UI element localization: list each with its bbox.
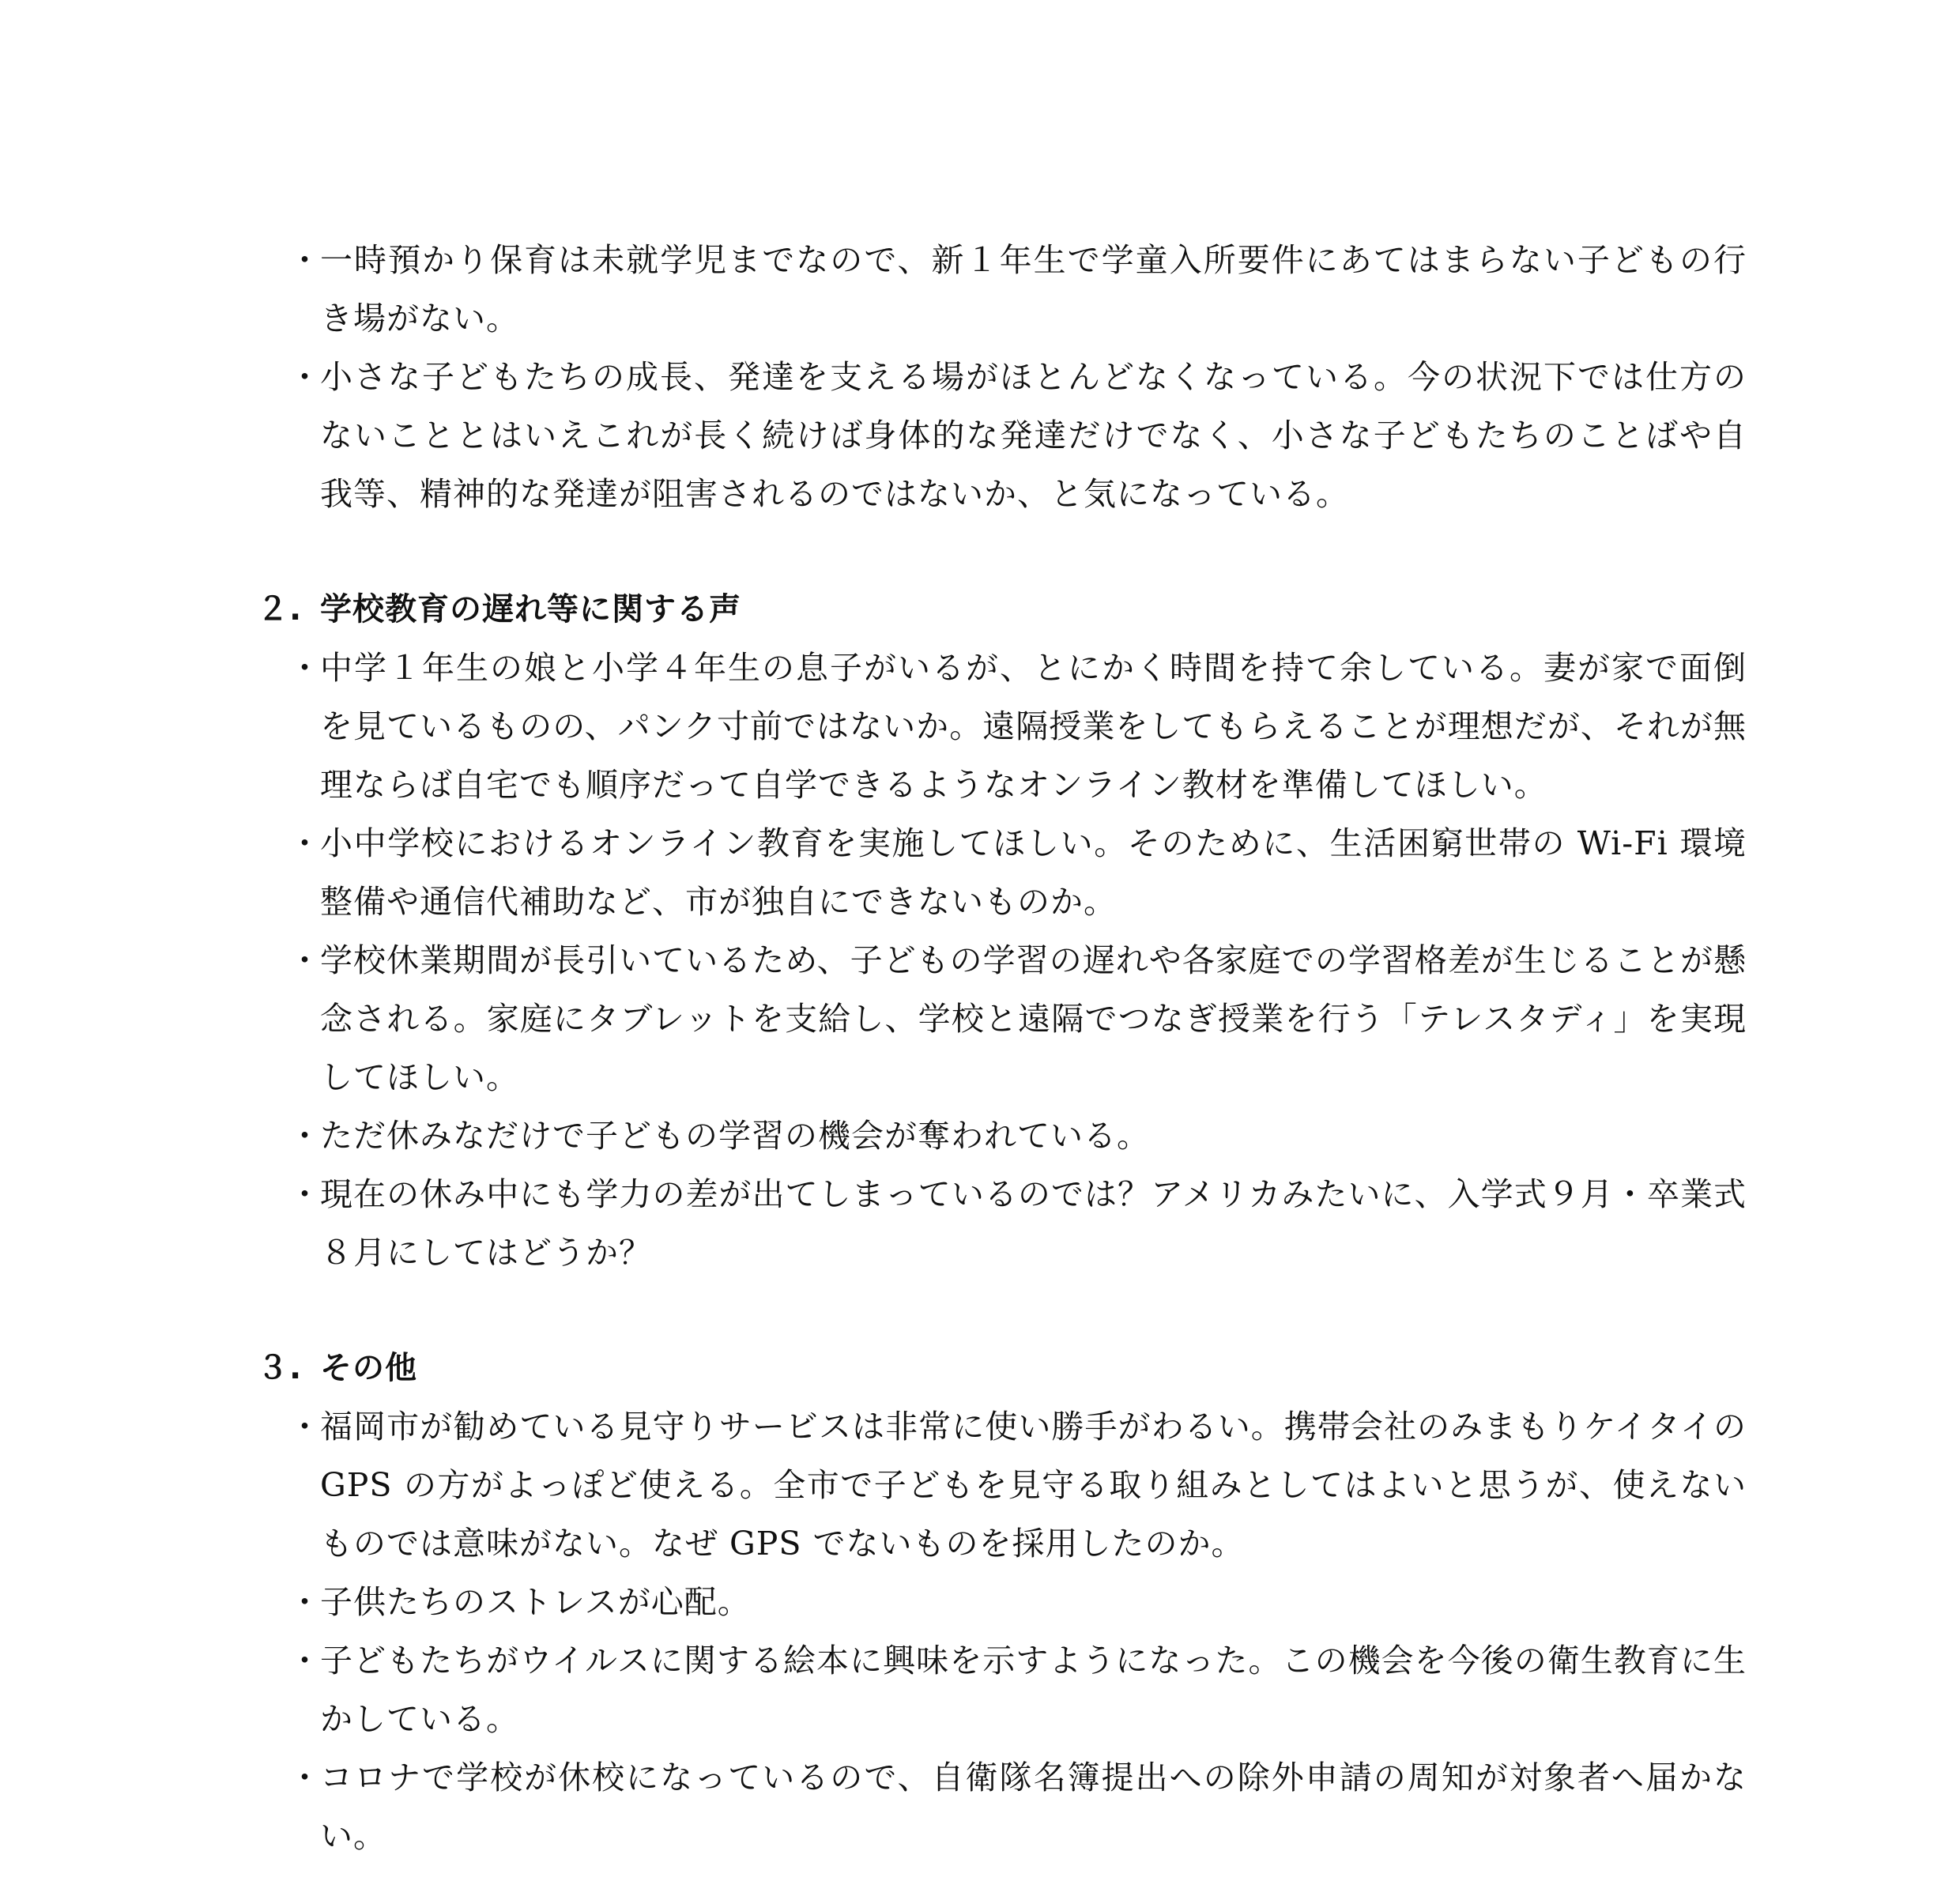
list-item-text: 一時預かり保育は未就学児までなので、新１年生で学童入所要件にあてはまらない子どもの行き場がない。 <box>320 241 1747 337</box>
bullet-mark: ・ <box>288 649 322 687</box>
list-item <box>257 1397 1747 1573</box>
section-3-list <box>257 1397 1758 1865</box>
bullet-mark: ・ <box>288 1583 322 1621</box>
list-item-text: ただ休みなだけで子どもの学習の機会が奪われている。 <box>320 1117 1150 1155</box>
list-item <box>257 1573 1747 1631</box>
list-item <box>257 231 1747 348</box>
list-item-text: 子供たちのストレスが心配。 <box>320 1583 751 1621</box>
list-item-text: 小さな子どもたちの成長、発達を支える場がほとんどなくなっている。今の状況下では仕方のないこととはいえこれが長く続けば身体的な発達だけでなく、小さな子どもたちのことばや自我等、精神的な発達が阻害されるのではないか、と気になっている。 <box>320 358 1747 513</box>
list-item <box>257 348 1747 523</box>
list-item <box>257 1631 1747 1748</box>
section-number: ２. <box>257 591 303 628</box>
section-number: ３. <box>257 1350 303 1386</box>
list-item <box>257 814 1747 931</box>
bullet-mark: ・ <box>288 1642 322 1679</box>
bullet-mark: ・ <box>288 1117 322 1155</box>
section-2 <box>257 580 1758 1282</box>
section-3 <box>257 1339 1758 1865</box>
section-heading <box>257 580 1758 639</box>
bullet-mark: ・ <box>288 1408 322 1446</box>
bullet-mark: ・ <box>288 241 322 279</box>
section-2-list <box>257 639 1758 1282</box>
list-item <box>257 1748 1747 1865</box>
bullet-mark: ・ <box>288 824 322 862</box>
bullet-mark: ・ <box>288 1175 322 1213</box>
document-content <box>257 231 1758 1865</box>
bullet-mark: ・ <box>288 358 322 396</box>
section-heading <box>257 1339 1758 1397</box>
list-item-text: 子どもたちがウイルスに関する絵本に興味を示すようになった。この機会を今後の衛生教育に生かしている。 <box>320 1642 1747 1738</box>
intro-list <box>257 231 1758 523</box>
list-item <box>257 1165 1747 1282</box>
list-item-text: 現在の休み中にも学力の差が出てしまっているのでは？アメリカみたいに、入学式９月・卒業式８月にしてはどうか？ <box>320 1175 1747 1272</box>
list-item-text: 中学１年生の娘と小学４年生の息子がいるが、とにかく時間を持て余している。妻が家で面倒を見ているものの、パンク寸前ではないか。遠隔授業をしてもらえることが理想だが、それが無理ならば自宅でも順序だって自学できるようなオンライン教材を準備してほしい。 <box>320 649 1747 804</box>
list-item <box>257 931 1747 1106</box>
list-item-text: 学校休業期間が長引いているため、子どもの学習の遅れや各家庭での学習格差が生じることが懸念される。家庭にタブレットを支給し、学校と遠隔でつなぎ授業を行う「テレスタディ」を実現してほしい。 <box>320 941 1747 1096</box>
list-item <box>257 639 1747 814</box>
list-item-text: 小中学校におけるオンライン教育を実施してほしい。そのために、生活困窮世帯の Wi-Fi 環境整備や通信代補助など、市が独自にできないものか。 <box>320 824 1747 921</box>
section-title: その他 <box>320 1350 417 1386</box>
list-item-text: コロナで学校が休校になっているので、自衛隊名簿提出への除外申請の周知が対象者へ届かない。 <box>320 1759 1747 1855</box>
bullet-mark: ・ <box>288 1759 322 1796</box>
section-title: 学校教育の遅れ等に関する声 <box>320 591 741 628</box>
list-item <box>257 1106 1747 1165</box>
list-item-text: 福岡市が勧めている見守りサービスは非常に使い勝手がわるい。携帯会社のみまもりケイタイの GPS の方がよっぽど使える。全市で子どもを見守る取り組みとしてはよいと思うが、使えないものでは意味がない。なぜ GPS でないものを採用したのか。 <box>320 1408 1747 1563</box>
bullet-mark: ・ <box>288 941 322 979</box>
